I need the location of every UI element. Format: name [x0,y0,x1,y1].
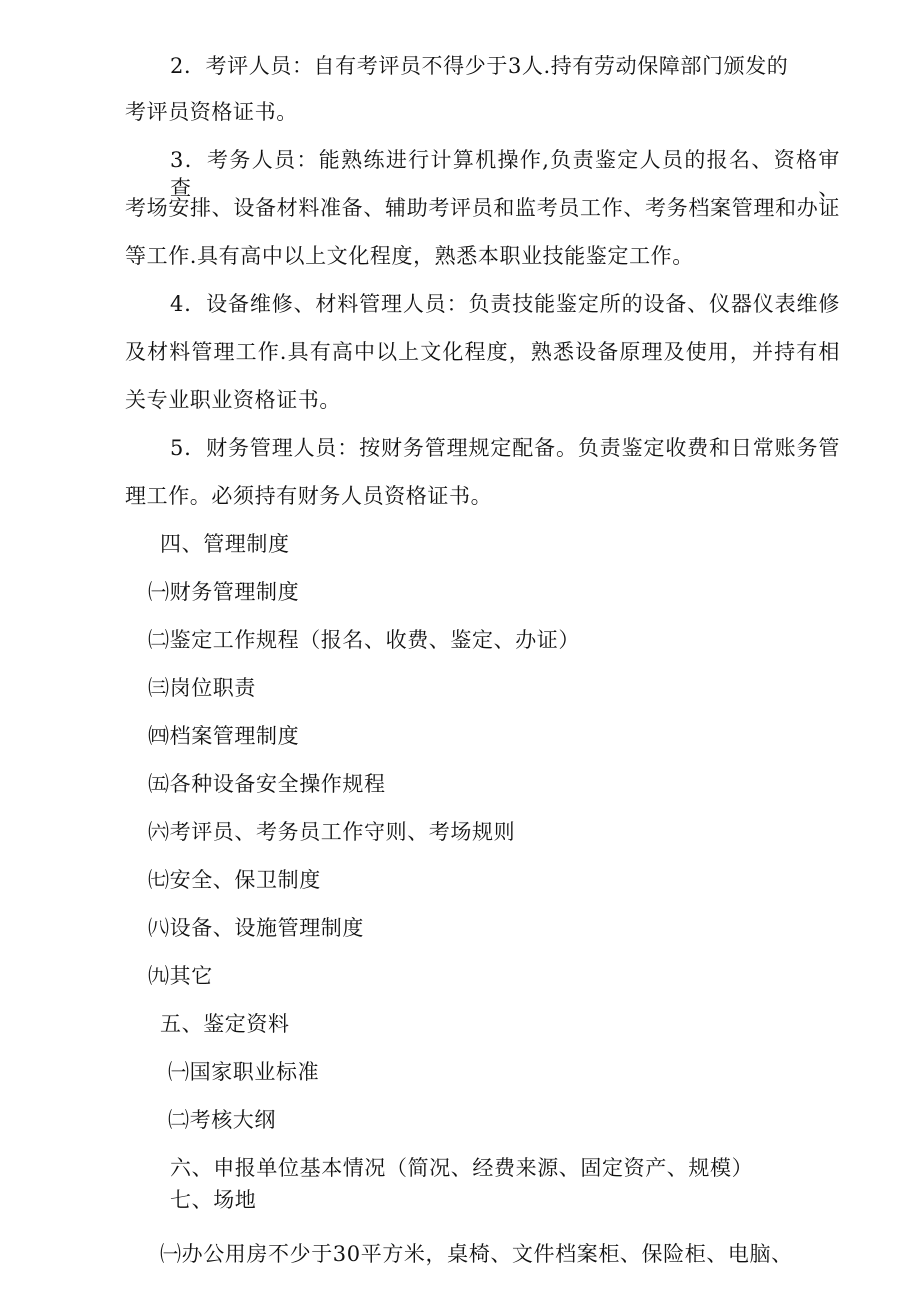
section-4-item: ㈣档案管理制度 [148,724,300,748]
section-4-item: ㈡鉴定工作规程（报名、收费、鉴定、办证） [148,628,580,652]
para-5-line-2: 理工作。必须持有财务人员资格证书。 [125,484,493,508]
section-7-item: ㈠办公用房不少于30平方米，桌椅、文件档案柜、保险柜、电脑、 [160,1242,793,1266]
para-2-line-1: 2．考评人员：自有考评员不得少于3人.持有劳动保障部门颁发的 [170,54,789,78]
section-4-heading: 四、管理制度 [160,532,290,556]
section-5-item: ㈡考核大纲 [168,1108,276,1132]
section-4-item: ㈨其它 [148,964,213,988]
para-4-line-3: 关专业职业资格证书。 [125,388,341,412]
section-4-item: ㈢岗位职责 [148,676,256,700]
section-4-item: ㈦安全、保卫制度 [148,868,321,892]
section-4-item: ㈤各种设备安全操作规程 [148,772,386,796]
para-4-line-2: 及材料管理工作.具有高中以上文化程度，熟悉设备原理及使用，并持有相 [125,340,840,364]
para-3-line-3: 等工作.具有高中以上文化程度，熟悉本职业技能鉴定工作。 [125,244,694,268]
para-4-line-1: 4．设备维修、材料管理人员：负责技能鉴定所的设备、仪器仪表维修 [170,292,840,316]
section-6-heading: 六、申报单位基本情况（简况、经费来源、固定资产、规模） [170,1156,754,1180]
section-5-item: ㈠国家职业标准 [168,1060,320,1084]
section-4-item: ㈠财务管理制度 [148,580,300,604]
para-5-line-1: 5．财务管理人员：按财务管理规定配备。负责鉴定收费和日常账务管 [170,436,840,460]
section-7-heading: 七、场地 [170,1188,257,1212]
section-4-item: ㈥考评员、考务员工作守则、考场规则 [148,820,516,844]
para-3-line-2: 考场安排、设备材料准备、辅助考评员和监考员工作、考务档案管理和办证 [125,196,840,220]
section-4-item: ㈧设备、设施管理制度 [148,916,364,940]
para-3-line-1: 3．考务人员：能熟练进行计算机操作,负责鉴定人员的报名、资格审查、 [170,148,840,200]
section-5-heading: 五、鉴定资料 [160,1012,290,1036]
para-2-line-2: 考评员资格证书。 [125,100,298,124]
